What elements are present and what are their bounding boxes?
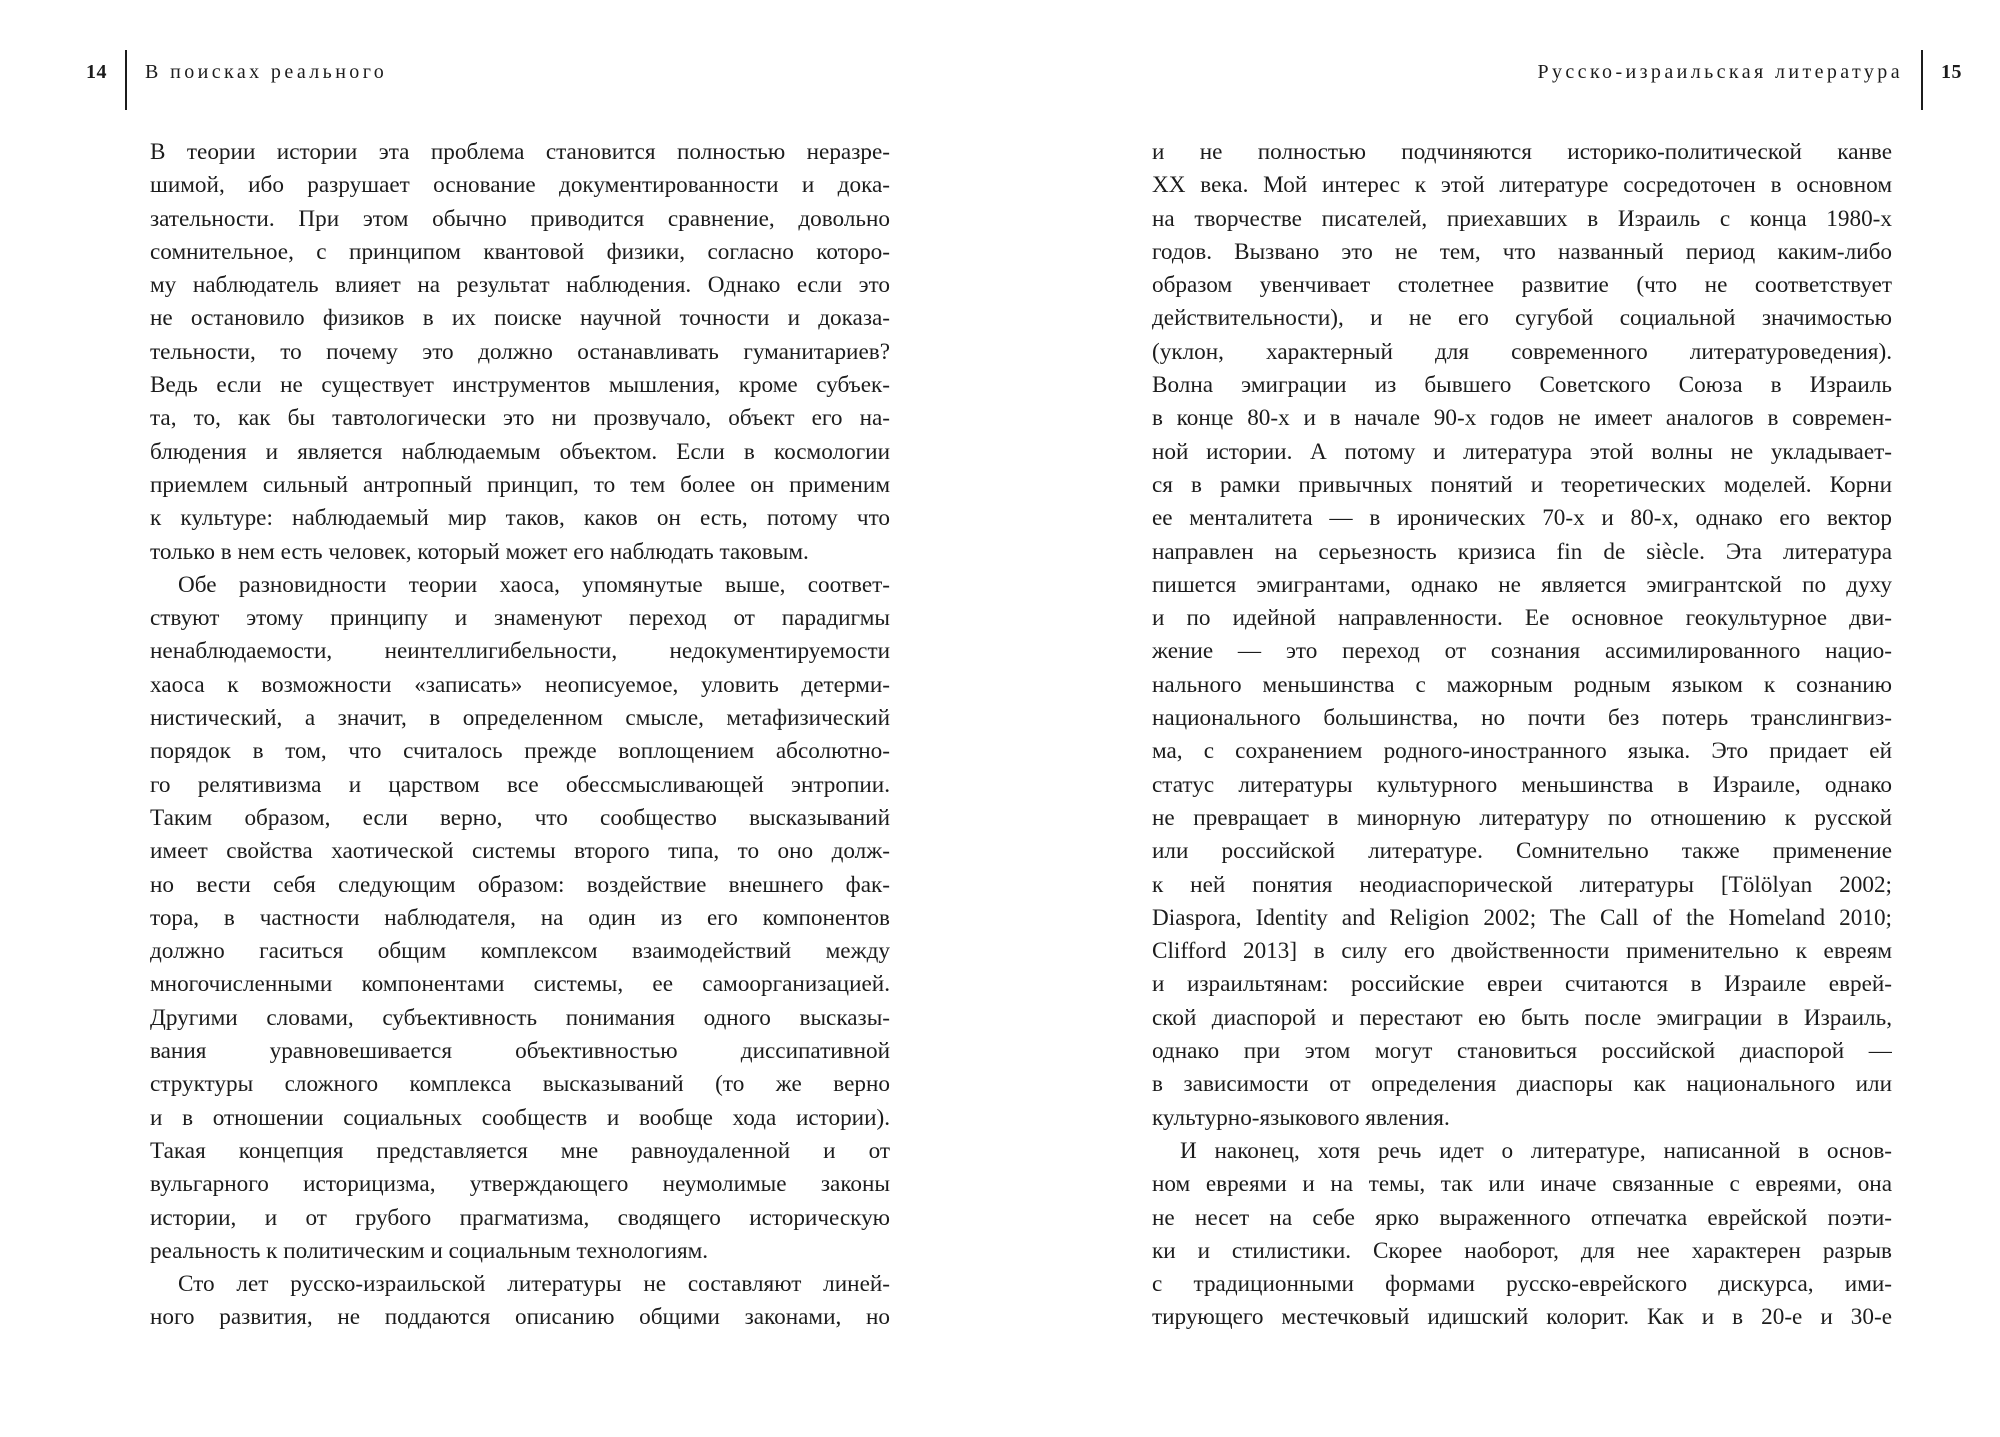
text-line: блюдения и является наблюдаемым объектом. Если в космологии [150,438,890,465]
text-line: ма, с сохранением родного-иностранного языка. Это придает ей [1152,738,1892,765]
text-line: нального меньшинства с мажорным родным языком к сознанию [1152,671,1892,698]
text-line: и не полностью подчиняются историко-политической канве [1152,139,1892,165]
text-line: хаоса к возможности «записать» неописуемое, уловить детерми- [150,671,890,698]
text-line: вульгарного историцизма, утверждающего неумолимые законы [150,1171,890,1198]
text-line: ного развития, не поддаются описанию общими законами, но [150,1304,890,1331]
text-line: XX века. Мой интерес к этой литературе сосредоточен в основном [1152,172,1892,199]
text-line: образом увенчивает столетнее развитие (что не соответствует [1152,272,1892,299]
text-line: должно гаситься общим комплексом взаимодействий между [150,938,890,965]
text-line: ся в рамки привычных понятий и теоретических моделей. Корни [1152,471,1892,498]
text-line: Ведь если не существует инструментов мышления, кроме субъек- [150,372,890,399]
right-page-body [1152,136,1892,1335]
text-line: приемлем сильный антропный принцип, то тем более он применим [150,471,890,498]
paragraph-start-line: Обе разновидности теории хаоса, упомянутые выше, соответ- [178,571,890,598]
text-line: нистический, а значит, в определенном смысле, метафизический [150,705,890,732]
text-line: ской диаспорой и перестают ею быть после эмиграции в Израиль, [1152,1004,1892,1031]
left-page-header [86,52,387,92]
text-line: Clifford 2013] в силу его двойственности применительно к евреям [1152,938,1892,965]
text-line: В теории истории эта проблема становится полностью неразре- [150,139,890,165]
running-title: Русско-израильская литература [1537,60,1903,83]
paragraph-start-line: И наконец, хотя речь идет о литературе, написанной в основ- [1180,1137,1892,1164]
text-line: действительности), и не его сугубой социальной значимостью [1152,305,1892,332]
text-line: к ней понятия неодиаспорической литературы [Tölölyan 2002; [1152,871,1892,898]
right-page [1000,0,2000,1437]
text-line: Другими словами, субъективность понимания одного высказы- [150,1004,890,1031]
page-number: 15 [1941,60,1962,83]
text-line: та, то, как бы тавтологически это ни прозвучало, объект его на- [150,405,890,432]
text-line: в конце 80-х и в начале 90-х годов не имеет аналогов в современ- [1152,405,1892,432]
text-line: структуры сложного комплекса высказываний (то же верно [150,1071,890,1098]
text-line: не остановило физиков в их поиске научной точности и доказа- [150,305,890,332]
text-line: тельности, то почему это должно останавливать гуманитариев? [150,338,890,365]
text-line: статус литературы культурного меньшинства в Израиле, однако [1152,771,1892,798]
text-line: зательности. При этом обычно приводится сравнение, довольно [150,205,890,232]
paragraph-end-line: только в нем есть человек, который может его наблюдать таковым. [150,538,809,565]
page-number: 14 [86,60,107,83]
left-page-body [150,136,890,1335]
text-line: годов. Вызвано это не тем, что названный период каким-либо [1152,238,1892,265]
text-line: сомнительное, с принципом квантовой физики, согласно которо- [150,238,890,265]
text-line: жение — это переход от сознания ассимилированного нацио- [1152,638,1892,665]
text-line: однако при этом могут становиться российской диаспорой — [1152,1038,1892,1065]
text-line: Такая концепция представляется мне равноудаленной и от [150,1137,890,1164]
text-line: имеет свойства хаотической системы второго типа, то оно долж- [150,838,890,865]
text-line: ном евреями и на темы, так или иначе связанные с евреями, она [1152,1171,1892,1198]
text-line: пишется эмигрантами, однако не является эмигрантской по духу [1152,571,1892,598]
text-line: вания уравновешивается объективностью диссипативной [150,1038,890,1065]
text-line: го релятивизма и царством все обессмысливающей энтропии. [150,771,890,798]
paragraph-end-line: культурно-языкового явления. [1152,1104,1450,1131]
text-line: истории, и от грубого прагматизма, сводящего историческую [150,1204,890,1231]
text-line: тора, в частности наблюдателя, на один из его компонентов [150,904,890,931]
header-divider [125,50,127,110]
text-line: и в отношении социальных сообществ и вообще хода истории). [150,1104,890,1131]
text-line: с традиционными формами русско-еврейского дискурса, ими- [1152,1271,1892,1298]
text-line: в зависимости от определения диаспоры как национального или [1152,1071,1892,1098]
header-divider [1921,50,1923,110]
running-title: В поисках реального [145,60,388,83]
text-line: не несет на себе ярко выраженного отпечатка еврейской поэти- [1152,1204,1892,1231]
paragraph-start-line: Сто лет русско-израильской литературы не составляют линей- [178,1271,890,1298]
text-line: национального большинства, но почти без потерь транслингвиз- [1152,705,1892,732]
text-line: или российской литературе. Сомнительно также применение [1152,838,1892,865]
right-page-header [1537,52,1962,92]
text-line: Таким образом, если верно, что сообщество высказываний [150,804,890,831]
text-line: не превращает в минорную литературу по отношению к русской [1152,804,1892,831]
text-line: ненаблюдаемости, неинтеллигибельности, недокументируемости [150,638,890,665]
text-line: порядок в том, что считалось прежде воплощением абсолютно- [150,738,890,765]
text-line: и израильтянам: российские евреи считаются в Израиле еврей- [1152,971,1892,998]
text-line: на творчестве писателей, приехавших в Израиль с конца 1980-х [1152,205,1892,232]
text-line: тирующего местечковый идишский колорит. Как и в 20-е и 30-е [1152,1304,1892,1331]
text-line: но вести себя следующим образом: воздействие внешнего фак- [150,871,890,898]
text-line: и по идейной направленности. Ее основное геокультурное дви- [1152,605,1892,632]
text-line: Diaspora, Identity and Religion 2002; The Call of the Homeland 2010; [1152,904,1892,931]
text-line: му наблюдатель влияет на результат наблюдения. Однако если это [150,272,890,299]
paragraph-end-line: реальность к политическим и социальным технологиям. [150,1237,709,1264]
text-line: ки и стилистики. Скорее наоборот, для нее характерен разрыв [1152,1237,1892,1264]
text-line: шимой, ибо разрушает основание документированности и дока- [150,172,890,199]
text-line: многочисленными компонентами системы, ее самоорганизацией. [150,971,890,998]
text-line: ствуют этому принципу и знаменуют переход от парадигмы [150,605,890,632]
text-line: ее менталитета — в иронических 70-х и 80-х, однако его вектор [1152,505,1892,532]
text-line: (уклон, характерный для современного литературоведения). [1152,338,1892,365]
text-line: к культуре: наблюдаемый мир таков, каков он есть, потому что [150,505,890,532]
text-line: Волна эмиграции из бывшего Советского Союза в Израиль [1152,372,1892,399]
text-line: направлен на серьезность кризиса fin de siècle. Эта литература [1152,538,1892,565]
text-line: ной истории. А потому и литература этой волны не укладывает- [1152,438,1892,465]
